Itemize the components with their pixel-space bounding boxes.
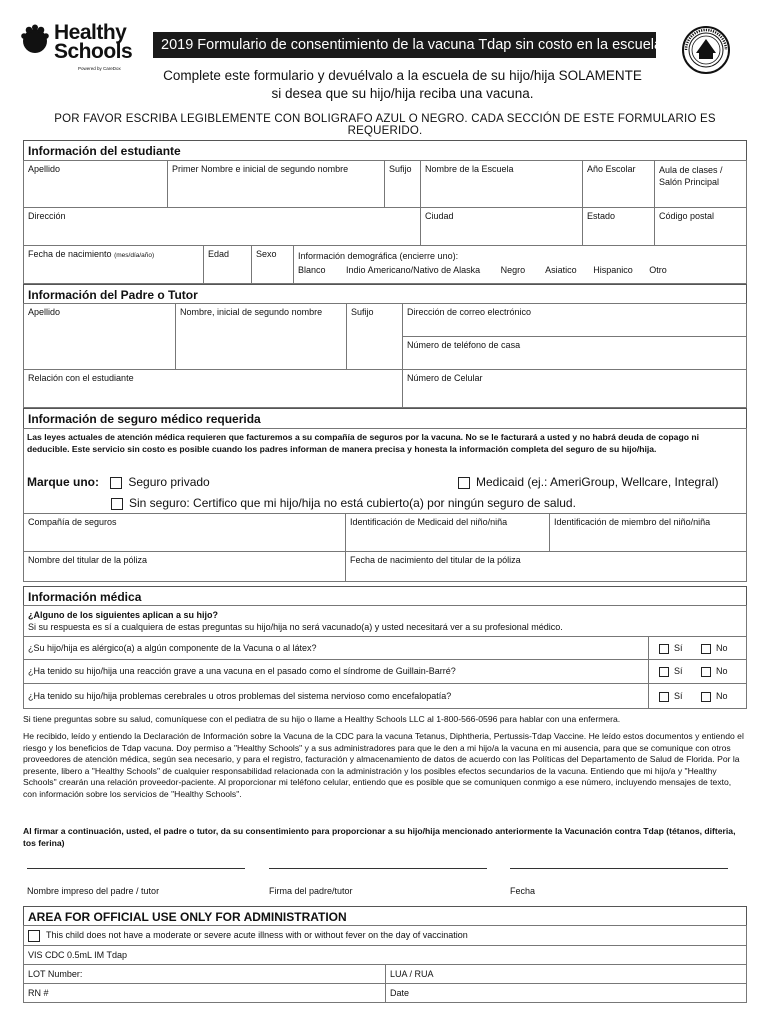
state-field[interactable] — [582, 207, 655, 246]
signature-label: Firma del padre/tutor — [269, 886, 353, 896]
logo-text-healthy: Healthy — [54, 21, 127, 44]
field-label: Número de teléfono de casa — [407, 340, 521, 350]
grade-field[interactable] — [582, 160, 655, 208]
field-label: Compañía de seguros — [28, 517, 117, 527]
field-label: Primer Nombre e inicial de segundo nombre — [172, 164, 349, 174]
medicaid-id-field[interactable] — [345, 513, 550, 552]
field-label: RN # — [28, 988, 49, 998]
field-label: Sufijo — [351, 307, 374, 317]
dob-field[interactable] — [23, 245, 204, 284]
no-label: No — [716, 691, 728, 701]
parent-first-name-field[interactable] — [175, 303, 347, 370]
field-label: Apellido — [28, 164, 61, 174]
insurance-company-field[interactable] — [23, 513, 346, 552]
yes-label: Sí — [674, 643, 683, 653]
official-illness-row — [23, 925, 747, 946]
form-subtitle — [150, 67, 655, 103]
medicaid-checkbox[interactable] — [458, 477, 470, 489]
school-district-seal-icon — [681, 25, 731, 75]
no-label: No — [716, 666, 728, 676]
medicaid-label: Medicaid (ej.: AmeriGroup, Wellcare, Integral) — [476, 475, 719, 489]
member-id-field[interactable] — [549, 513, 747, 552]
homeroom-field[interactable] — [654, 160, 747, 208]
student-first-name-field[interactable] — [167, 160, 385, 208]
demographic-options — [298, 263, 742, 277]
field-label: Date — [390, 988, 410, 998]
medical-question-2-answers — [648, 659, 747, 684]
printed-name-line[interactable] — [27, 868, 245, 869]
medical-question-intro: ¿Alguno de los siguientes aplican a su hijo? — [28, 610, 219, 620]
section-heading-official: AREA FOR OFFICIAL USE ONLY FOR ADMINISTRATION — [23, 906, 747, 926]
field-label: Estado — [587, 211, 616, 221]
sex-field[interactable] — [251, 245, 294, 284]
email-field[interactable] — [402, 303, 747, 337]
printed-name-label: Nombre impreso del padre / tutor — [27, 886, 160, 896]
field-label: Nombre del titular de la póliza — [28, 555, 148, 565]
city-field[interactable] — [420, 207, 583, 246]
question-2-yes-checkbox[interactable] — [659, 667, 669, 677]
age-field[interactable] — [203, 245, 252, 284]
injection-site-field[interactable] — [385, 964, 747, 984]
demo-option-other[interactable]: Otro — [649, 265, 667, 275]
yes-label: Sí — [674, 691, 683, 701]
insurance-mark-one-row — [27, 475, 210, 489]
demo-option-white[interactable]: Blanco — [298, 265, 326, 275]
uninsured-option — [111, 496, 576, 510]
private-insurance-label: Seguro privado — [128, 475, 210, 489]
field-label: Fecha de nacimiento del titular de la póliza — [350, 555, 521, 565]
demo-option-black[interactable]: Negro — [500, 265, 526, 275]
section-heading-parent: Información del Padre o Tutor — [23, 284, 747, 304]
policy-holder-dob-field[interactable] — [345, 551, 747, 582]
field-label: Ciudad — [425, 211, 454, 221]
cell-phone-field[interactable] — [402, 369, 747, 408]
apple-logo-icon — [20, 24, 50, 54]
medical-question-note: Si su respuesta es sí a cualquiera de estas preguntas su hijo/hija no será vacunado(a) y usted necesitará ver a su profesional médico. — [28, 622, 563, 632]
no-acute-illness-checkbox[interactable] — [28, 930, 40, 942]
private-insurance-checkbox[interactable] — [110, 477, 122, 489]
contact-info: Si tiene preguntas sobre su salud, comuníquese con el pediatra de su hijo o llame a Healthy Schools LLC al 1-800-566-0596 para hablar con una enfermera. — [23, 714, 621, 724]
dob-format-hint: (mes/día/año) — [114, 252, 155, 259]
logo-text-schools: Schools — [54, 40, 133, 63]
vis-row: VIS CDC 0.5mL IM Tdap — [23, 945, 747, 965]
date-line[interactable] — [510, 868, 728, 869]
section-heading-insurance: Información de seguro médico requerida — [23, 408, 747, 428]
rn-number-field[interactable] — [23, 983, 386, 1003]
parent-suffix-field[interactable] — [346, 303, 403, 370]
medical-question-3: ¿Ha tenido su hijo/hija problemas cerebrales u otros problemas del sistema nervioso como encefalopatía? — [23, 683, 649, 709]
field-label: Aula de clases / Salón Principal — [659, 165, 723, 187]
illness-statement: This child does not have a moderate or severe acute illness with or without fever on the day of vaccination — [46, 930, 468, 940]
relationship-field[interactable] — [23, 369, 403, 408]
demographic-label: Información demográfica (encierre uno): — [298, 251, 459, 261]
medicaid-option — [458, 475, 719, 489]
subtitle-line-2: si desea que su hijo/hija reciba una vacuna. — [271, 86, 534, 101]
policy-holder-name-field[interactable] — [23, 551, 346, 582]
section-heading-student: Información del estudiante — [23, 140, 747, 160]
field-label: Dirección — [28, 211, 66, 221]
admin-date-field[interactable] — [385, 983, 747, 1003]
question-1-no-checkbox[interactable] — [701, 644, 711, 654]
parent-last-name-field[interactable] — [23, 303, 176, 370]
field-label: Número de Celular — [407, 373, 483, 383]
demo-option-american-indian[interactable]: Indio Americano/Nativo de Alaska — [346, 265, 481, 275]
field-label: Nombre de la Escuela — [425, 164, 514, 174]
field-label: Apellido — [28, 307, 61, 317]
field-label: LUA / RUA — [390, 969, 434, 979]
signature-line[interactable] — [269, 868, 487, 869]
section-heading-medical: Información médica — [23, 586, 747, 606]
field-label: LOT Number: — [28, 969, 83, 979]
uninsured-label: Sin seguro: Certifico que mi hijo/hija no está cubierto(a) por ningún seguro de salud. — [129, 496, 576, 510]
field-label: Nombre, inicial de segundo nombre — [180, 307, 323, 317]
yes-label: Sí — [674, 666, 683, 676]
medical-intro — [23, 605, 747, 637]
school-name-field[interactable] — [420, 160, 583, 208]
demographic-field[interactable] — [293, 245, 747, 284]
mark-one-label: Marque uno: — [27, 475, 99, 489]
field-label: Año Escolar — [587, 164, 636, 174]
subtitle-line-1: Complete este formulario y devuélvalo a la escuela de su hijo/hija SOLAMENTE — [163, 68, 642, 83]
field-label: Sufijo — [389, 164, 412, 174]
medical-question-3-answers — [648, 683, 747, 709]
field-label: Identificación de miembro del niño/niña — [554, 517, 711, 527]
no-label: No — [716, 643, 728, 653]
field-label: Edad — [208, 249, 230, 259]
insurance-notice: Las leyes actuales de atención médica requieren que facturemos a su compañía de seguros por la vacuna. No se le facturará a usted y no habrá deuda de copago ni deducible. Este servicio sin costo es posible cuando los padres informan de manera precisa y honesta la información completa del seguro de su hijo/hija. — [27, 432, 699, 455]
question-1-yes-checkbox[interactable] — [659, 644, 669, 654]
lot-number-field[interactable] — [23, 964, 386, 984]
field-label: Relación con el estudiante — [28, 373, 134, 383]
student-last-name-field[interactable] — [23, 160, 168, 208]
question-3-yes-checkbox[interactable] — [659, 692, 669, 702]
address-field[interactable] — [23, 207, 421, 246]
demo-option-asian[interactable]: Asiatico — [545, 265, 577, 275]
date-label: Fecha — [510, 886, 536, 896]
form-instructions: POR FAVOR ESCRIBA LEGIBLEMENTE CON BOLIGRAFO AZUL O NEGRO. CADA SECCIÓN DE ESTE FORMULARIO ES REQUERIDO. — [54, 113, 716, 137]
field-label: Identificación de Medicaid del niño/niña — [350, 517, 508, 527]
question-2-no-checkbox[interactable] — [701, 667, 711, 677]
medical-question-1-answers — [648, 636, 747, 660]
medical-question-2: ¿Ha tenido su hijo/hija una reacción grave a una vacuna en el pasado como el síndrome de Guillain-Barré? — [23, 659, 649, 684]
field-label: Sexo — [256, 249, 277, 259]
medical-question-1: ¿Su hijo/hija es alérgico(a) a algún componente de la Vacuna o al látex? — [23, 636, 649, 660]
field-label: Dirección de correo electrónico — [407, 307, 532, 317]
field-label: Código postal — [659, 211, 715, 221]
home-phone-field[interactable] — [402, 336, 747, 370]
zip-field[interactable] — [654, 207, 747, 246]
logo-powered-by: Powered by CareDox — [78, 66, 121, 71]
question-3-no-checkbox[interactable] — [701, 692, 711, 702]
uninsured-checkbox[interactable] — [111, 498, 123, 510]
field-label: Fecha de nacimiento — [28, 249, 112, 259]
consent-body: He recibido, leído y entiendo la Declaración de Información sobre la Vacuna de la CDC para la vacuna Tetanus, Diphtheria, Pertussis-Tdap Vaccine. He leído estos documentos y entiendo el riesgo y los beneficios de Tdap vacuna. Doy permiso a "Healthy Schools" y a sus administradores para que le den a mi hijo/a la vacuna en mi ausencia, para que se comunique con otros proveedores de atención médica, según sea necesario, y para el registro, facturación y almacenamiento de datos de acuerdo con las Políticas del Departamento de Salud de Florida. Por la presente, libero a "Healthy Schools" de cualquier responsabilidad relacionada con la administración y los posibles efectos secundarios de la vacuna. Entiendo que mi hijo/a y "Healthy Schools" crearán una relación proveedor-paciente. Al proporcionar mi teléfono celular, entiendo que es posible que se comuniquen conmigo a ese número, incluyendo mensajes de texto, con información sobre los servicios de "Healthy Schools". — [23, 731, 744, 799]
consent-signing-statement: Al firmar a continuación, usted, el padre o tutor, da su consentimiento para proporcionar a su hijo/hija mencionado anteriormente la Vacunación contra Tdap (tétanos, difteria, tos ferina) — [23, 826, 736, 848]
form-title: 2019 Formulario de consentimiento de la vacuna Tdap sin costo en la escuela — [153, 32, 656, 58]
healthy-schools-logo — [20, 22, 135, 72]
demo-option-hispanic[interactable]: Hispanico — [593, 265, 633, 275]
student-suffix-field[interactable] — [384, 160, 421, 208]
